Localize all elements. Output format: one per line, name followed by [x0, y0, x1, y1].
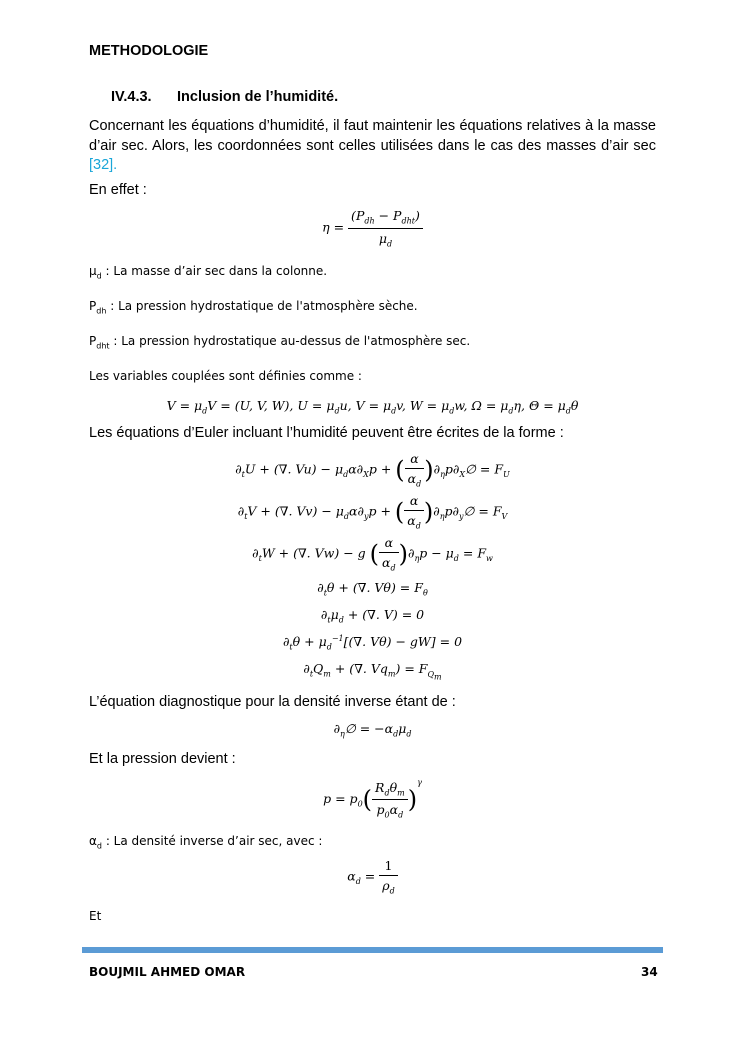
- section-number: IV.4.3.: [111, 89, 152, 105]
- continuity-equation: $\partial_t\mu_d$ + (∇. V) = 0: [320, 607, 425, 625]
- diagnostic-intro-text: L’équation diagnostique pour la densité inverse étant de :: [89, 694, 456, 710]
- page-number: 34: [641, 965, 658, 979]
- mu-d-definition: $\mu_d$ : La masse d’air sec dans la colonne.: [89, 264, 328, 281]
- euler-equation-theta: $\partial_t\theta$ + (∇. $V\theta) = F_\theta$: [317, 580, 428, 598]
- et-text: Et: [89, 909, 102, 923]
- eta-equation: η = $\frac{(P_{dh} - P_{dht})}{\mu_d}$: [0, 208, 745, 248]
- pressure-equation: $p = p_0$( $\frac{R_d\theta_m}{p_0\alpha_d}$ )$^\gamma$: [323, 778, 422, 820]
- chapter-header: METHODOLOGIE: [89, 43, 209, 59]
- p-dh-definition: $P_{dh}$ : La pression hydrostatique de l'atmosphère sèche.: [89, 299, 418, 316]
- intro-text: Concernant les équations d’humidité, il faut maintenir les équations relatives à la masse d’air sec. Alors, les coordonnées sont celles utilisées dans le cas des masses d’air sec: [89, 118, 656, 154]
- section-title: Inclusion de l’humidité.: [177, 89, 339, 105]
- euler-equation-w: $\partial_tW$ + (∇. Vw) − g ( $\frac{\alpha}{\alpha_d}$ )$\partial_\eta p - \mu_d = F_w$: [252, 535, 493, 573]
- section-heading: [111, 89, 338, 105]
- euler-equation-v: $\partial_tV$ + (∇. $Vv) - \mu_d\alpha\partial_yp$ + ( $\frac{\alpha}{\alpha_d}$ )$\partial_\eta p\partial_y\emptyset = F_V$: [237, 493, 508, 531]
- euler-intro-text: Les équations d’Euler incluant l’humidité peuvent être écrites de la forme :: [89, 425, 564, 441]
- coupled-variables-text: Les variables couplées sont définies comme :: [89, 369, 362, 383]
- euler-equation-u: $\partial_tU$ + (∇. $Vu) - \mu_d\alpha\partial_Xp$ + ( $\frac{\alpha}{\alpha_d}$ )$\partial_\eta p\partial_X\emptyset = F_U$: [235, 451, 510, 489]
- en-effet-text: En effet :: [89, 182, 147, 198]
- citation-link[interactable]: [32].: [89, 157, 118, 173]
- diagnostic-equation: $\partial_\eta\emptyset = -\alpha_d\mu_d$: [333, 721, 412, 739]
- theta-equation: $\partial_t\theta + \mu_d^{-1}[(\nabla$. Vθ) − gW] = 0: [282, 634, 463, 652]
- footer-divider: [82, 947, 663, 953]
- alpha-d-definition: $\alpha_d$ : La densité inverse d’air sec, avec :: [89, 834, 323, 851]
- intro-paragraph: [89, 117, 656, 176]
- footer-author: BOUJMIL AHMED OMAR: [89, 965, 246, 979]
- moisture-equation: $\partial_tQ_m$ + (∇. $Vq_m) = F_{Q_m}$: [303, 661, 442, 682]
- p-dht-definition: $P_{dht}$ : La pression hydrostatique au-dessus de l'atmosphère sec.: [89, 334, 471, 351]
- coupled-variables-equation: $V = \mu_dV = (U$, V, W), $U = \mu_du$, $V = \mu_dv$, $W = \mu_dw$, $\Omega = \mu_d\eta$, $\Theta = \mu_d\theta$: [166, 398, 579, 416]
- pressure-intro-text: Et la pression devient :: [89, 751, 236, 767]
- alpha-equation: $\alpha_d$ = $\frac{1}{\rho_d}$: [0, 858, 745, 896]
